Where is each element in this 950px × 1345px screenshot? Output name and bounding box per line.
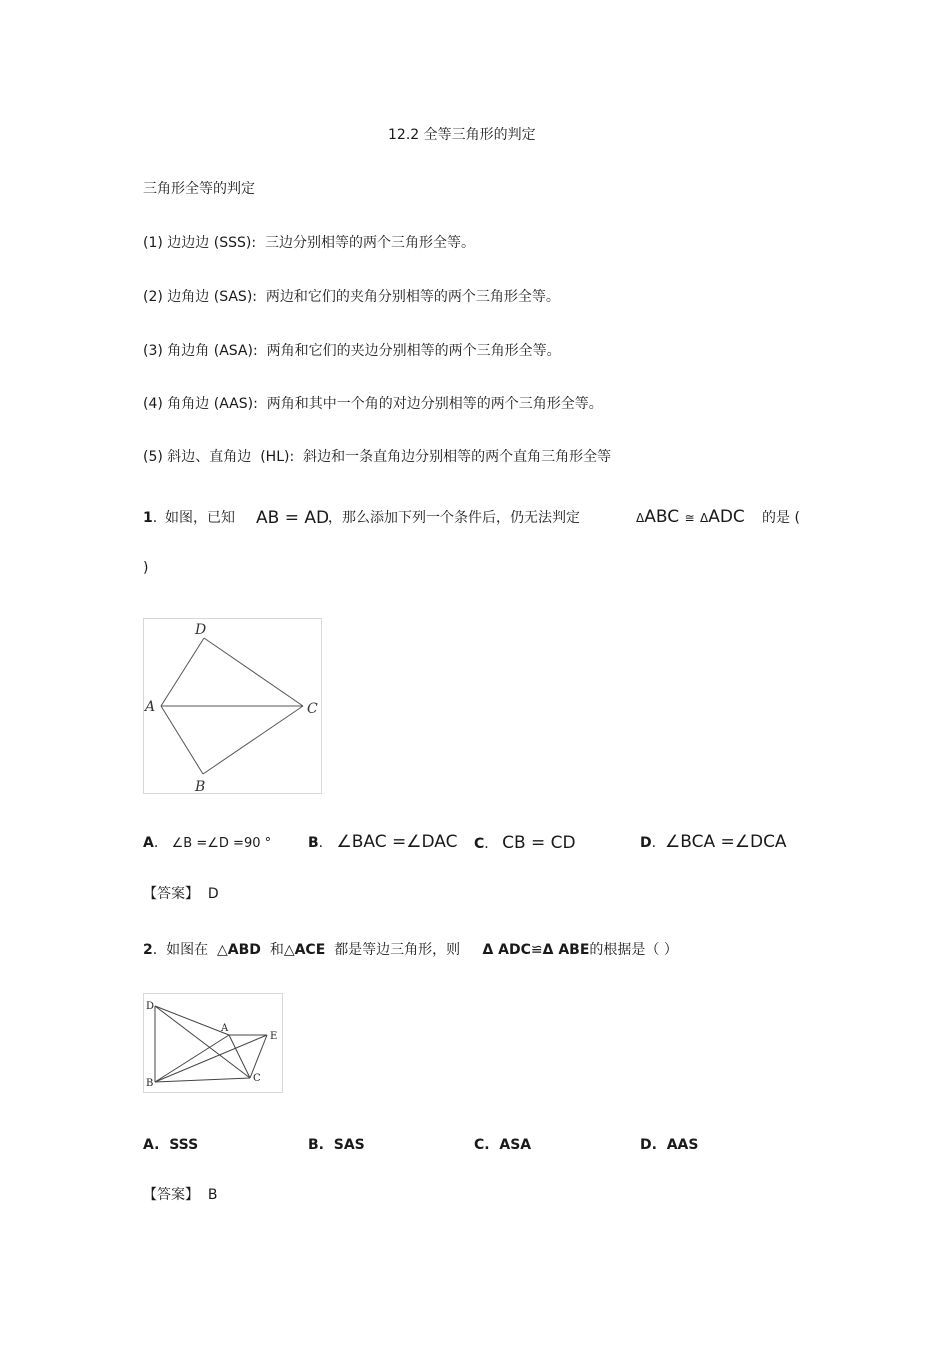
q1-given: AB = AD	[256, 508, 330, 528]
q1-text-post: 的是 (	[762, 510, 800, 526]
q1-segment-ad	[161, 638, 204, 706]
q1-figure-svg	[143, 618, 322, 794]
q1-label-c: C	[307, 701, 318, 717]
q1-label-a: A	[145, 699, 156, 715]
q2-option-a[interactable]: A. SSS	[143, 1137, 199, 1153]
page-title: 12.2 全等三角形的判定	[388, 127, 536, 143]
q2-label-e: E	[270, 1031, 278, 1042]
q1-answer: 【答案】 D	[143, 886, 219, 902]
q1-label-b: B	[195, 779, 206, 794]
q2-option-d[interactable]: D. AAS	[640, 1137, 699, 1153]
q1-option-c[interactable]: C. CB = CD	[474, 833, 576, 853]
q1-text-mid: ，那么添加下列一个条件后，仍无法判定	[328, 510, 580, 526]
q2-segment-ba	[155, 1035, 229, 1082]
q1-label-d: D	[195, 622, 207, 638]
q2-option-c[interactable]: C. ASA	[474, 1137, 532, 1153]
criterion-3: (3) 角边角 (ASA): 两角和它们的夹边分别相等的两个三角形全等。	[143, 343, 561, 359]
q1-option-b[interactable]: B. ∠BAC =∠DAC	[308, 832, 458, 852]
q2-label-c: C	[253, 1073, 261, 1084]
q2-label-b: B	[146, 1078, 154, 1089]
q1-option-d[interactable]: D. ∠BCA =∠DCA	[640, 832, 787, 852]
q1-segment-ab	[161, 706, 203, 774]
criterion-1: (1) 边边边 (SSS): 三边分别相等的两个三角形全等。	[143, 235, 475, 251]
q2-label-a: A	[221, 1023, 229, 1034]
q1-congruence: ΔABC ≅ ΔADC	[636, 507, 745, 527]
q1-segment-dc	[204, 638, 303, 706]
q2-figure	[143, 993, 283, 1093]
criterion-5: (5) 斜边、直角边 (HL): 斜边和一条直角边分别相等的两个直角三角形全等	[143, 449, 612, 465]
q1-number: 1.	[143, 510, 158, 526]
q1-segment-bc	[203, 706, 303, 774]
q2-segment-be	[155, 1035, 267, 1082]
q2-option-b[interactable]: B. SAS	[308, 1137, 365, 1153]
criterion-2: (2) 边角边 (SAS): 两边和它们的夹角分别相等的两个三角形全等。	[143, 289, 560, 305]
q2-figure-svg	[143, 993, 283, 1093]
q1-close-paren: )	[143, 560, 149, 576]
q2-segment-da	[155, 1006, 229, 1035]
q2-stem: 2. 如图在 △ABD 和△ACE 都是等边三角形，则 Δ ADC≌Δ ABE的根据是（ ）	[143, 942, 678, 958]
q1-option-a[interactable]: A. ∠B =∠D =90 °	[143, 835, 272, 851]
section-heading: 三角形全等的判定	[143, 181, 255, 197]
q2-answer: 【答案】 B	[143, 1187, 218, 1203]
q1-text-pre: 如图，已知	[165, 510, 235, 526]
q2-segment-ac	[229, 1035, 250, 1078]
criterion-4: (4) 角角边 (AAS): 两角和其中一个角的对边分别相等的两个三角形全等。	[143, 396, 603, 412]
q1-figure	[143, 618, 322, 794]
q2-segment-bc	[155, 1078, 250, 1082]
q2-label-d: D	[146, 1001, 155, 1012]
q2-segment-dc	[155, 1006, 250, 1078]
